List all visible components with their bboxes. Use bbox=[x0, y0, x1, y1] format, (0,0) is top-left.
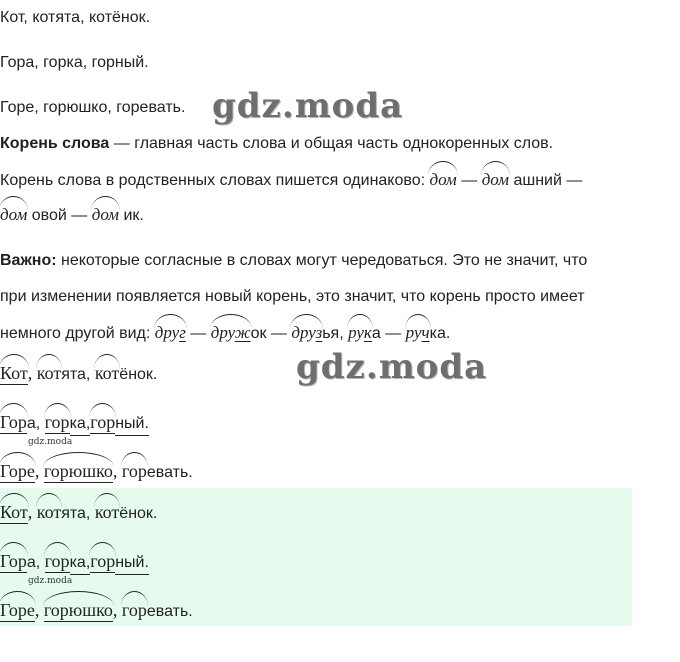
suffix-ashniy: ашний — bbox=[513, 172, 583, 189]
answer-copy-row-gore: Горе, горюшко, горевать. bbox=[0, 600, 193, 620]
example-line-gore: Горе, горюшко, горевать. bbox=[0, 99, 186, 116]
root-gore-1: Горе bbox=[0, 461, 35, 481]
root-druzh: друж bbox=[210, 323, 251, 342]
root-gor-1-copy: Гор bbox=[0, 551, 27, 571]
suffix-ik: ик. bbox=[123, 207, 144, 224]
answer-copy-row-gora: Гора, горка,горный. bbox=[0, 551, 149, 575]
example-line-kot: Кот, котята, котёнок. bbox=[0, 9, 151, 26]
definition-text: — главная часть слова и общая часть однокоренных слов. bbox=[109, 135, 554, 152]
root-kot-2: кот bbox=[36, 363, 62, 383]
root-dom-4: дом bbox=[91, 205, 120, 224]
root-gor-2-copy: гор bbox=[44, 551, 70, 571]
root-dom-1: дом bbox=[429, 170, 457, 189]
root-gore-1-copy: Горе bbox=[0, 600, 35, 620]
root-kot-1: Кот bbox=[0, 363, 28, 383]
same-spelling-line bbox=[0, 170, 582, 191]
root-gore-3: гор bbox=[121, 461, 147, 481]
dash: — bbox=[456, 172, 482, 189]
answer-row-gora: Гора, горка,горный. bbox=[0, 412, 149, 436]
root-gor-3: гор bbox=[90, 412, 116, 432]
suffix-ovoy: овой — bbox=[31, 207, 92, 224]
suffix-ka: ка. bbox=[429, 325, 451, 342]
same-spelling-lead: Корень слова в родственных словах пишется одинаково: bbox=[0, 172, 430, 189]
definition-term: Корень слова bbox=[0, 135, 110, 152]
root-gor-3-copy: гор bbox=[90, 551, 116, 571]
suffix-a: а — bbox=[371, 325, 406, 342]
root-gore-2: горюшко bbox=[43, 461, 113, 481]
root-gor-2: гор bbox=[44, 412, 70, 432]
root-dom-3: дом bbox=[0, 205, 28, 224]
suffix-ya: ья, bbox=[322, 325, 349, 342]
answer-row-kot: Кот, котята, котёнок. bbox=[0, 363, 158, 383]
answer-row-gore: Горе, горюшко, горевать. bbox=[0, 461, 193, 481]
example-line-gora: Гора, горка, горный. bbox=[0, 54, 149, 71]
root-kot-1-copy: Кот bbox=[0, 502, 28, 522]
important-line-2: при изменении появляется новый корень, это значит, что корень просто имеет bbox=[0, 288, 585, 305]
important-line-1 bbox=[0, 251, 587, 271]
important-text-1: некоторые согласные в словах могут чередоваться. Это не значит, что bbox=[56, 252, 588, 269]
root-kot-3-copy: кот bbox=[94, 502, 120, 522]
root-ruk: рук bbox=[348, 323, 372, 342]
root-dom-2: дом bbox=[481, 170, 509, 189]
watermark-small: gdz.moda bbox=[28, 437, 73, 447]
same-spelling-line-2 bbox=[0, 205, 144, 226]
root-gor-1: Гор bbox=[0, 412, 27, 432]
root-drug: друг bbox=[154, 323, 186, 342]
root-gore-2-copy: горюшко bbox=[43, 600, 113, 620]
root-ruch: руч bbox=[405, 323, 430, 342]
important-line-3: немного другой вид: друг — дружок — друзья, рука — ручка. bbox=[0, 323, 451, 342]
watermark-logo-2: gdz.moda bbox=[296, 347, 488, 387]
definition-line bbox=[0, 134, 553, 154]
watermark-small-2: gdz.moda bbox=[28, 576, 73, 586]
answer-copy-row-kot: Кот, котята, котёнок. bbox=[0, 502, 158, 522]
root-kot-2-copy: кот bbox=[36, 502, 62, 522]
root-druz: друз bbox=[291, 323, 323, 342]
important-line-3-lead: немного другой вид: bbox=[0, 325, 155, 342]
suffix-ok: ок — bbox=[250, 325, 292, 342]
root-gore-3-copy: гор bbox=[121, 600, 147, 620]
root-kot-3: кот bbox=[94, 363, 120, 383]
watermark-logo: gdz.moda bbox=[212, 86, 404, 126]
important-term: Важно: bbox=[0, 252, 57, 269]
